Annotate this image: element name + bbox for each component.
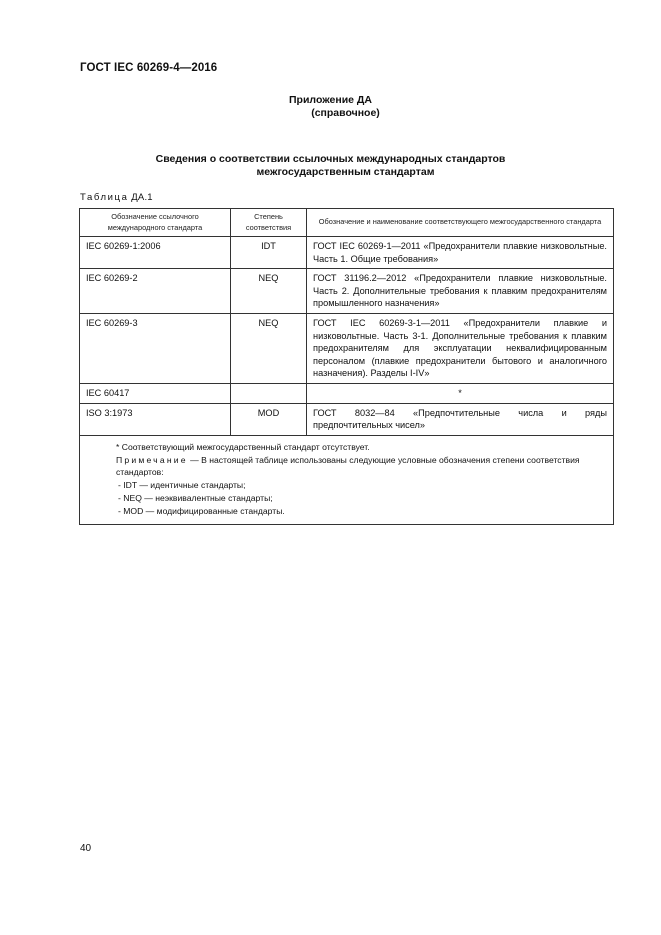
- table-row: [80, 237, 614, 269]
- table-notes: [80, 435, 614, 524]
- degree-cell: NEQ: [231, 313, 307, 383]
- section-title: [0, 153, 661, 179]
- ref-standard-cell: IEC 60417: [80, 383, 231, 403]
- table-notes-row: [80, 435, 614, 524]
- section-title-line2: межгосударственным стандартам: [256, 166, 435, 178]
- table-caption: [80, 192, 153, 203]
- description-cell: *: [307, 383, 614, 403]
- degree-cell: [231, 383, 307, 403]
- degree-cell: MOD: [231, 403, 307, 435]
- ref-standard-cell: ISO 3:1973: [80, 403, 231, 435]
- note-text: — В настоящей таблице использованы следующие условные обозначения степени соответствия стандартов:: [116, 454, 580, 478]
- description-cell: ГОСТ IEC 60269-3-1—2011 «Предохранители плавкие и низковольтные. Часть 3-1. Дополнительные требования к плавким предохранителям для эксплуатации неквалифицированным персоналом (плавкие предохранители бытового и аналогичного назначения). Разделы I-IV»: [307, 313, 614, 383]
- document-code: ГОСТ IEC 60269-4—2016: [80, 62, 218, 74]
- description-cell: ГОСТ IEC 60269-1—2011 «Предохранители плавкие низковольтные. Часть 1. Общие требования»: [307, 237, 614, 269]
- appendix-subtitle: (справочное): [311, 106, 380, 119]
- legend-item: - IDT — идентичные стандарты;: [118, 480, 246, 491]
- table-caption-number: ДА.1: [128, 192, 153, 203]
- header-degree: Степень соответствия: [231, 209, 307, 237]
- degree-cell: NEQ: [231, 269, 307, 314]
- ref-standard-cell: IEC 60269-3: [80, 313, 231, 383]
- header-national-standard: Обозначение и наименование соответствующего межгосударственного стандарта: [307, 209, 614, 237]
- header-ref-standard: Обозначение ссылочного международного стандарта: [80, 209, 231, 237]
- appendix-title: Приложение ДА: [289, 94, 372, 106]
- ref-standard-cell: IEC 60269-1:2006: [80, 237, 231, 269]
- table-row: [80, 269, 614, 314]
- page-number: 40: [80, 843, 92, 854]
- degree-cell: IDT: [231, 237, 307, 269]
- ref-standard-cell: IEC 60269-2: [80, 269, 231, 314]
- table-header-row: [80, 209, 614, 237]
- table-row: [80, 383, 614, 403]
- note-label: Примечание: [116, 454, 188, 465]
- note-paragraph: [88, 454, 605, 480]
- description-cell: ГОСТ 8032—84 «Предпочтительные числа и ряды предпочтительных чисел»: [307, 403, 614, 435]
- table-row: [80, 313, 614, 383]
- appendix-heading: [0, 94, 661, 119]
- legend-item: - MOD — модифицированные стандарты.: [118, 505, 285, 516]
- table-row: [80, 403, 614, 435]
- legend-item: - NEQ — неэквивалентные стандарты;: [118, 492, 273, 503]
- section-title-line1: Сведения о соответствии ссылочных международных стандартов: [155, 153, 506, 165]
- footnote: * Соответствующий межгосударственный стандарт отсутствует.: [116, 441, 370, 452]
- correspondence-table: [79, 208, 614, 525]
- table-caption-word: Таблица: [80, 192, 129, 203]
- description-cell: ГОСТ 31196.2—2012 «Предохранители плавкие низковольтные. Часть 2. Дополнительные требования к плавким предохранителям промышленного назначения»: [307, 269, 614, 314]
